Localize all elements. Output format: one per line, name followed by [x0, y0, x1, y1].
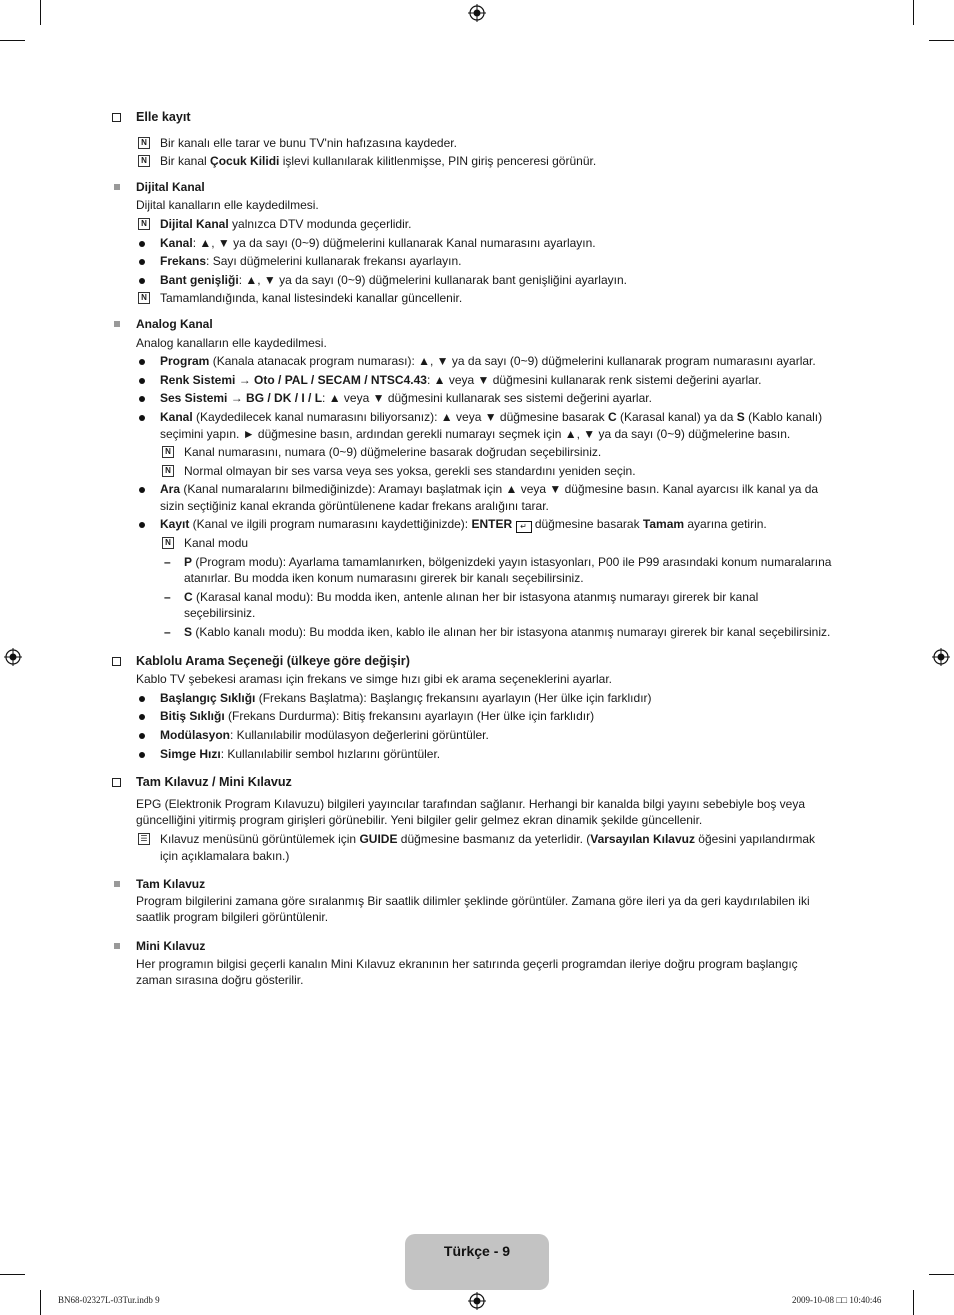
list-item: Kanal: ▲, ▼ ya da sayı (0~9) düğmelerini kullanarak Kanal numarasını ayarlayın. — [112, 234, 847, 253]
crop-mark — [913, 0, 914, 25]
bullet-icon — [139, 522, 145, 528]
section-heading: Kablolu Arama Seçeneği (ülkeye göre değişir) — [112, 652, 847, 671]
list-item-continuation: sizin seçtiğiniz kanal ekranda görüntülenene kadar frekans aralığını tarar. — [160, 498, 549, 513]
bullet-icon — [139, 241, 145, 247]
list-item: Ses Sistemi → BG / DK / I / L: ▲ veya ▼ düğmesini kullanarak ses sistemi değerini ayarlar. — [112, 389, 847, 408]
bullet-icon — [139, 359, 145, 365]
list-item: Başlangıç Sıklığı (Frekans Başlatma): Başlangıç frekansını ayarlayın (Her ülke için farklıdır) — [112, 689, 847, 708]
crop-mark — [40, 0, 41, 25]
note-icon: N — [138, 137, 150, 149]
registration-mark-icon — [4, 648, 22, 666]
list-item: Kayıt (Kanal ve ilgili program numarasını kaydettiğinizde): ENTER ↵ düğmesine basarak Tamam ayarına getirin. — [112, 515, 847, 534]
square-bullet-icon — [114, 321, 120, 327]
bullet-icon — [139, 415, 145, 421]
section-heading: Elle kayıt — [112, 108, 847, 127]
bullet-icon — [139, 487, 145, 493]
dash-item: – C (Karasal kanal modu): Bu modda iken, antenle alınan her bir istasyona atanmış numarayı girerek bir kanal — [164, 589, 759, 604]
note: N Bir kanal Çocuk Kilidi işlevi kullanılarak kilitlenmişse, PIN giriş penceresi görünür. — [112, 152, 847, 171]
note-icon: N — [162, 446, 174, 458]
paragraph: Analog kanalların elle kaydedilmesi. — [136, 335, 327, 350]
paragraph: EPG (Elektronik Program Kılavuzu) bilgileri yayıncılar tarafından sağlanır. Herhangi bir kanalda bilgi yayını sebebiyle boş veya — [136, 796, 805, 811]
subsection-heading: Mini Kılavuz — [112, 937, 847, 956]
note: ☰ Kılavuz menüsünü görüntülemek için GUIDE düğmesine basmanız da yeterlidir. (Varsayılan Kılavuz öğesini yapılandırmak — [112, 830, 847, 849]
note: N Dijital Kanal yalnızca DTV modunda geçerlidir. — [112, 215, 847, 234]
note-icon: N — [138, 218, 150, 230]
subsection-heading: Dijital Kanal — [112, 178, 847, 197]
note-icon: N — [162, 537, 174, 549]
note: N Kanal modu — [112, 534, 847, 553]
registration-mark-icon — [932, 648, 950, 666]
page-number: Türkçe - 9 — [443, 1243, 511, 1259]
subsection-heading: Analog Kanal — [112, 315, 847, 334]
note-icon: N — [162, 465, 174, 477]
bullet-icon — [139, 714, 145, 720]
bullet-icon — [139, 278, 145, 284]
dash-item: – S (Kablo kanalı modu): Bu modda iken, kablo ile alınan her bir istasyona atanmış numarayı girerek bir kanal seçebilirsiniz. — [164, 625, 831, 640]
dash-item-continuation: seçebilirsiniz. — [184, 606, 256, 621]
square-bullet-icon — [114, 881, 120, 887]
registration-mark-icon — [468, 4, 486, 22]
subsection-heading: Tam Kılavuz — [112, 875, 847, 894]
crop-mark — [0, 1274, 25, 1275]
crop-mark — [0, 40, 25, 41]
note-continuation: için açıklamalara bakın.) — [160, 848, 290, 863]
paragraph: Dijital kanalların elle kaydedilmesi. — [136, 198, 319, 213]
paragraph: Program bilgilerini zamana göre sıralanmış Bir saatlik dilimler şeklinde görüntüler. Zamana göre ileri ya da geri kaydırılabilen iki — [136, 893, 810, 908]
registration-mark-icon — [468, 1292, 486, 1310]
list-item: Simge Hızı: Kullanılabilir sembol hızlarını görüntüler. — [112, 745, 847, 764]
list-item-continuation: seçimini yapın. ► düğmesine basın, ardından gerekli numarayı seçmek için ▲, ▼ ya da sayı (0~9) düğmelerine basın. — [160, 426, 791, 441]
paragraph: Her programın bilgisi geçerli kanalın Mini Kılavuz ekranının her satırında geçerli programdan ileriye doğru program başlangıç — [136, 956, 798, 971]
crop-mark — [929, 40, 954, 41]
section-heading: Tam Kılavuz / Mini Kılavuz — [112, 773, 847, 792]
bullet-icon — [139, 752, 145, 758]
page-content — [112, 108, 847, 990]
note: N Bir kanalı elle tarar ve bunu TV'nin hafızasına kaydeder. — [112, 134, 847, 153]
print-timestamp: 2009-10-08 □□ 10:40:46 — [792, 1295, 882, 1305]
square-bullet-icon — [114, 184, 120, 190]
bullet-icon — [139, 396, 145, 402]
square-bullet-icon — [114, 943, 120, 949]
checkbox-icon — [112, 113, 121, 122]
enter-icon: ↵ — [516, 521, 532, 533]
paragraph: Kablo TV şebekesi araması için frekans ve simge hızı gibi ek arama seçeneklerini ayarlar. — [136, 672, 612, 687]
checkbox-icon — [112, 657, 121, 666]
crop-mark — [929, 1274, 954, 1275]
list-item: Bitiş Sıklığı (Frekans Durdurma): Bitiş frekansını ayarlayın (Her ülke için farklıdır) — [112, 707, 847, 726]
file-slug: BN68-02327L-03Tur.indb 9 — [58, 1295, 160, 1305]
list-item: Kanal (Kaydedilecek kanal numarasını biliyorsanız): ▲ veya ▼ düğmesine basarak C (Karasal kanal) ya da S (Kablo kanalı) — [112, 408, 847, 427]
list-item: Ara (Kanal numaralarını bilmediğinizde): Aramayı başlatmak için ▲ veya ▼ düğmesine basın. Kanal ayarcısı ilk kanal ya da — [112, 480, 847, 499]
list-item: Modülasyon: Kullanılabilir modülasyon değerlerini görüntüler. — [112, 726, 847, 745]
paragraph: zaman sırasına doğru gösterilir. — [136, 973, 304, 988]
list-item: Program (Kanala atanacak program numarası): ▲, ▼ ya da sayı (0~9) düğmelerini kullanarak program numarasını ayarlar. — [112, 352, 847, 371]
note-icon: N — [138, 155, 150, 167]
paragraph: güncelliğini yitirmiş program girişleri görünebilir. Yeni bilgiler gelir gelmez ekran dinamik şekilde güncellenir. — [136, 813, 703, 828]
paragraph: saatlik program bilgileri görüntülenir. — [136, 910, 329, 925]
list-item: Bant genişliği: ▲, ▼ ya da sayı (0~9) düğmelerini kullanarak bant genişliğini ayarlayın. — [112, 271, 847, 290]
note-icon: N — [138, 292, 150, 304]
crop-mark — [913, 1290, 914, 1315]
bullet-icon — [139, 378, 145, 384]
list-item: Renk Sistemi → Oto / PAL / SECAM / NTSC4.43: ▲ veya ▼ düğmesini kullanarak renk sistemi değerini ayarlar. — [112, 371, 847, 390]
dash-item-continuation: atanırlar. Bu modda iken konum numarasını girerek bir kanalı seçebilirsiniz. — [184, 571, 584, 586]
list-item: Frekans: Sayı düğmelerini kullanarak frekansı ayarlayın. — [112, 252, 847, 271]
bullet-icon — [139, 259, 145, 265]
bullet-icon — [139, 733, 145, 739]
remote-note-icon: ☰ — [138, 833, 150, 845]
dash-item: – P (Program modu): Ayarlama tamamlanırken, bölgenizdeki yayın istasyonları, P00 ile P99 arasındaki konum numaralarına — [164, 554, 832, 569]
bullet-icon — [139, 696, 145, 702]
note: N Kanal numarasını, numara (0~9) düğmelerine basarak doğrudan seçebilirsiniz. — [112, 443, 847, 462]
note: N Tamamlandığında, kanal listesindeki kanallar güncellenir. — [112, 289, 847, 308]
crop-mark — [40, 1290, 41, 1315]
note: N Normal olmayan bir ses varsa veya ses yoksa, gerekli ses standardını yeniden seçin. — [112, 462, 847, 481]
checkbox-icon — [112, 778, 121, 787]
